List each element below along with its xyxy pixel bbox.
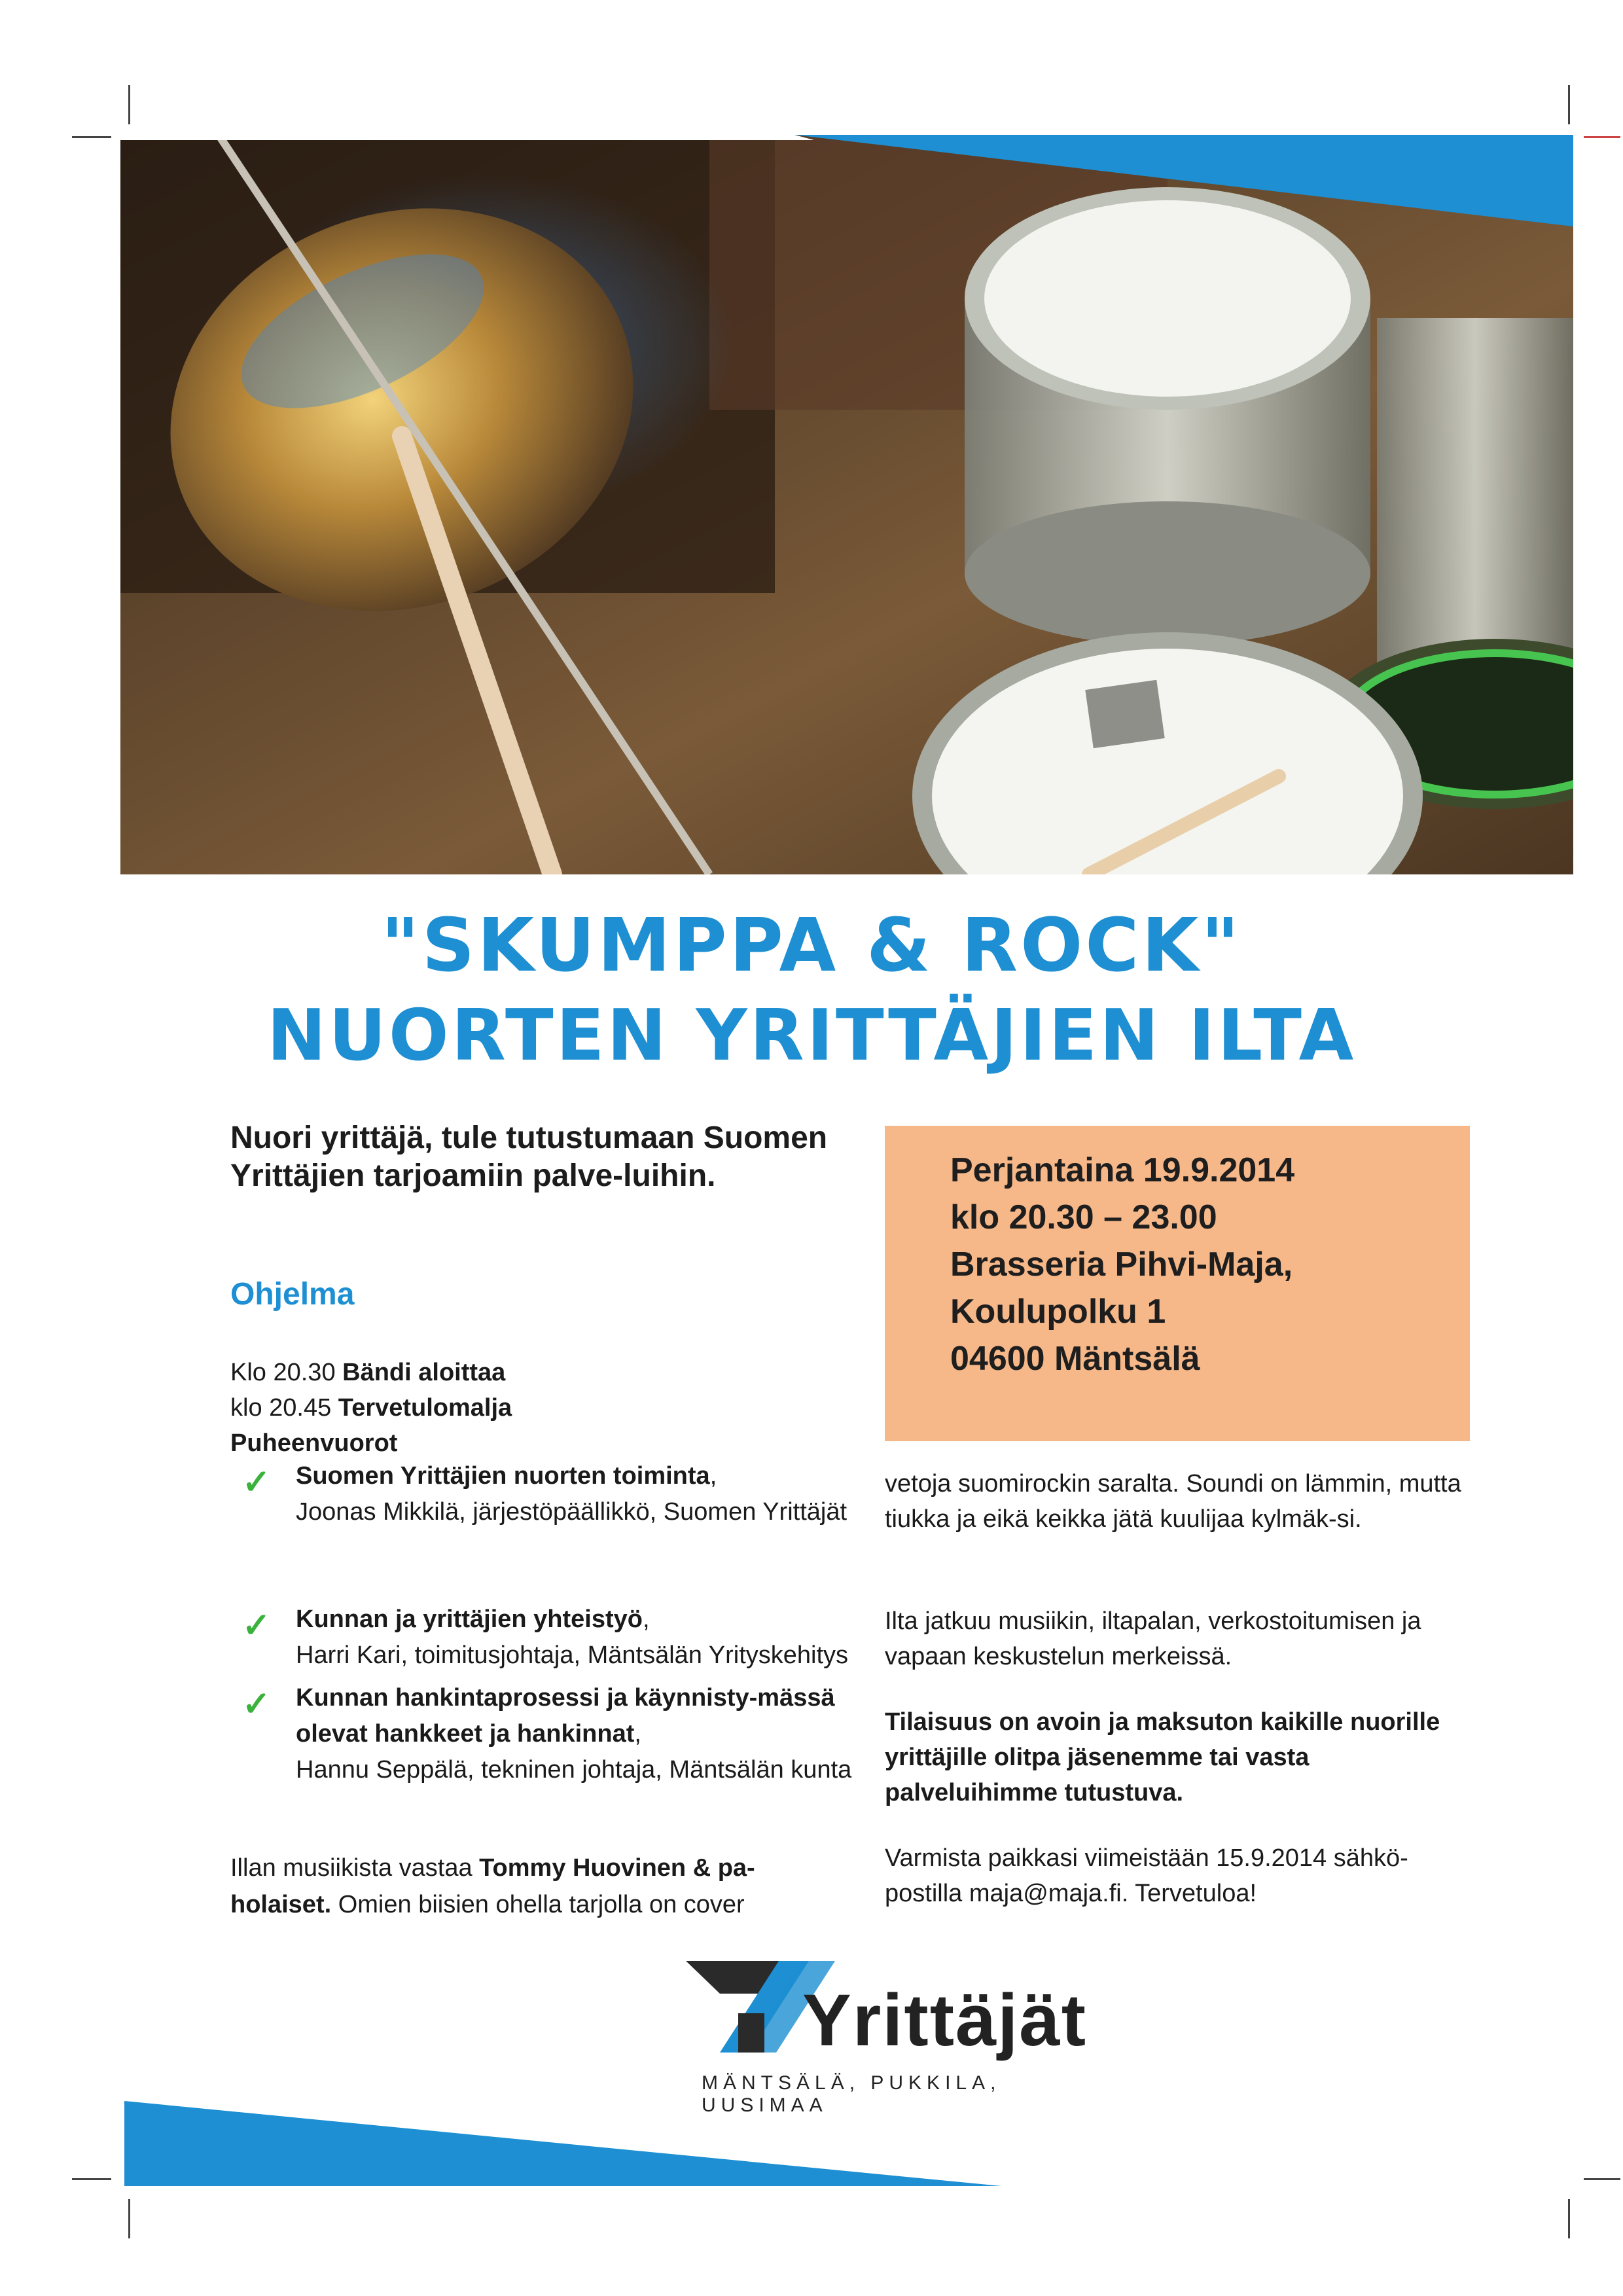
right-paragraph-4: Varmista paikkasi viimeistään 15.9.2014 sähkö-postilla maja@maja.fi. Tervetuloa! xyxy=(885,1844,1408,1907)
intro-text: Nuori yrittäjä, tule tutustumaan Suomen Yrittäjien tarjoamiin palve-luihin. xyxy=(230,1121,828,1193)
right-paragraph-3: Tilaisuus on avoin ja maksuton kaikille nuorille yrittäjille olitpa jäsenemme tai vasta palveluihimme tutustuva. xyxy=(885,1708,1440,1806)
right-paragraph-2: Ilta jatkuu musiikin, iltapalan, verkostoitumisen ja vapaan keskustelun merkeissä. xyxy=(885,1607,1421,1670)
schedule-time: Klo 20.30 xyxy=(230,1359,336,1386)
page-title: "SKUMPPA & ROCK" xyxy=(381,903,1242,988)
drum-kit-photo xyxy=(120,135,1573,874)
event-time: klo 20.30 – 23.00 xyxy=(950,1198,1217,1236)
item-speaker: Harri Kari, toimitusjohtaja, Mäntsälän Yrityskehitys xyxy=(296,1641,849,1669)
event-city: 04600 Mäntsälä xyxy=(950,1340,1200,1378)
item-speaker: Joonas Mikkilä, järjestöpäällikkö, Suomen Yrittäjät xyxy=(296,1498,847,1526)
schedule-label: Bändi aloittaa xyxy=(342,1359,506,1386)
music-rest: Omien biisien ohella tarjolla on cover xyxy=(331,1891,745,1918)
crop-mark xyxy=(1584,2178,1620,2180)
item-speaker: Hannu Seppälä, tekninen johtaja, Mäntsälän kunta xyxy=(296,1756,852,1784)
crop-mark xyxy=(128,85,130,124)
yrittajat-logo xyxy=(681,1954,1099,2116)
logo-name: Yrittäjät xyxy=(802,1979,1087,2061)
check-icon: ✓ xyxy=(242,1607,271,1645)
page-subtitle: NUORTEN YRITTÄJIEN ILTA xyxy=(266,995,1357,1077)
music-band: Tommy Huovinen & pa-holaiset. xyxy=(230,1854,755,1918)
schedule-row xyxy=(230,1390,852,1426)
schedule-row xyxy=(230,1355,852,1390)
item-topic: Kunnan ja yrittäjien yhteistyö xyxy=(296,1605,643,1633)
check-icon: ✓ xyxy=(242,1463,271,1501)
crop-mark xyxy=(1568,85,1570,124)
crop-mark xyxy=(1568,2199,1570,2238)
music-paragraph xyxy=(230,1850,832,1923)
crop-mark xyxy=(72,136,111,138)
crop-mark xyxy=(128,2199,130,2238)
item-topic: Suomen Yrittäjien nuorten toiminta xyxy=(296,1462,710,1490)
right-paragraph-1: vetoja suomirockin saralta. Soundi on lämmin, mutta tiukka ja eikä keikka jätä kuulijaa kylmäk-si. xyxy=(885,1470,1461,1533)
event-info-box xyxy=(885,1126,1470,1441)
event-date: Perjantaina 19.9.2014 xyxy=(950,1151,1295,1189)
event-street: Koulupolku 1 xyxy=(950,1293,1166,1331)
bottom-stripe xyxy=(124,2101,1001,2186)
check-icon: ✓ xyxy=(242,1685,271,1723)
event-venue: Brasseria Pihvi-Maja, xyxy=(950,1246,1293,1283)
speeches-heading xyxy=(230,1426,852,1461)
crop-mark xyxy=(72,2178,111,2180)
music-lead: Illan musiikista vastaa xyxy=(230,1854,480,1882)
schedule-time: klo 20.45 xyxy=(230,1394,332,1422)
program-heading: Ohjelma xyxy=(230,1277,355,1312)
schedule-label: Tervetulomalja xyxy=(338,1394,512,1422)
speeches-heading-text: Puheenvuorot xyxy=(230,1429,398,1457)
crop-mark xyxy=(1584,136,1620,138)
logo-subtitle: MÄNTSÄLÄ, PUKKILA, UUSIMAA xyxy=(702,2072,1001,2116)
item-topic: Kunnan hankintaprosessi ja käynnisty-mässä olevat hankkeet ja hankinnat xyxy=(296,1684,835,1748)
